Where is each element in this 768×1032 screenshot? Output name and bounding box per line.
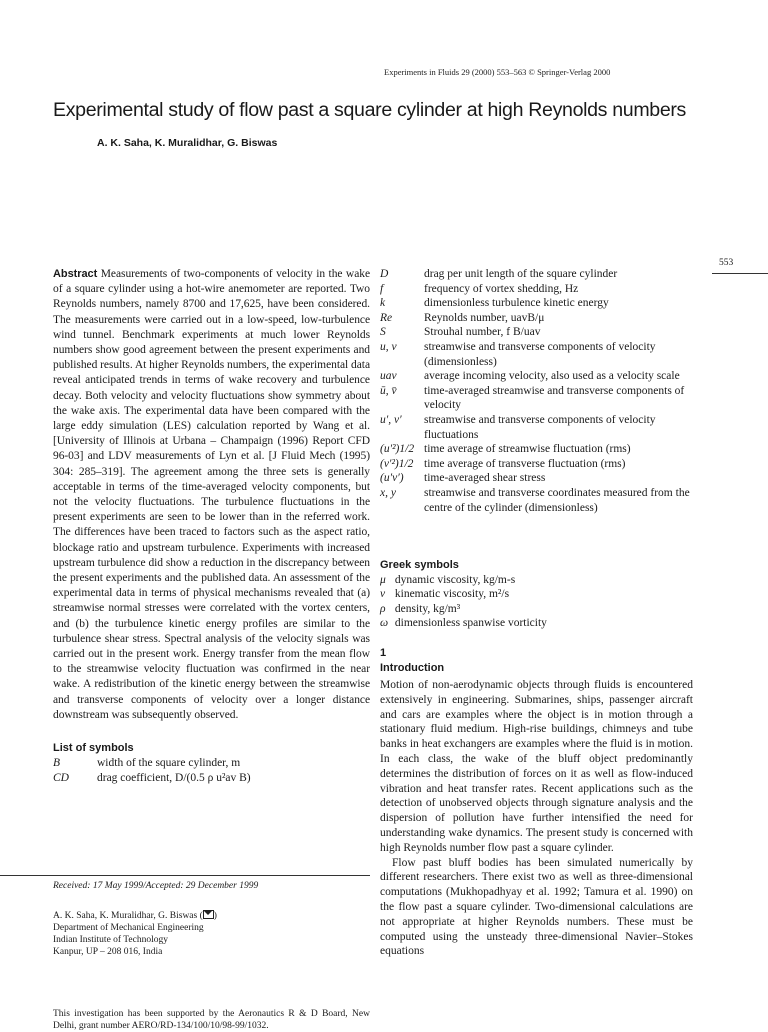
greek-description: kinematic viscosity, m²/s [394,588,510,601]
symbol: CD [53,771,69,784]
symbol-row [380,486,693,515]
symbol: uav [380,370,397,383]
symbol-description: frequency of vortex shedding, Hz [424,282,579,295]
paper-title: Experimental study of flow past a square cylinder at high Reynolds numbers [53,99,687,121]
greek-description: dimensionless spanwise vorticity [394,617,547,630]
symbol: x, y [380,486,396,499]
symbol-row [380,369,693,384]
symbol-row [380,384,693,413]
symbol: Re [380,311,393,324]
abstract-label: Abstract [53,268,98,280]
affiliation [53,910,217,958]
symbol: ū, v̄ [380,384,397,397]
page-number-rule [712,273,768,274]
affiliation-names: A. K. Saha, K. Muralidhar, G. Biswas ( [53,911,203,921]
greek-symbol: ν [380,588,386,601]
funding-note: This investigation has been supported by the Aeronautics R & D Board, New Delhi, grant number AERO/RD-134/100/10/98-99/1032. [53,1009,370,1031]
symbol-row [380,267,693,282]
affiliation-city: Kanpur, UP – 208 016, India [53,947,163,957]
symbol-row [380,296,693,311]
greek-description: dynamic viscosity, kg/m-s [394,573,516,586]
envelope-icon [203,910,214,919]
symbol: S [380,326,386,339]
section-number: 1 [380,647,387,659]
greek-row [380,602,547,617]
affiliation-dept: Department of Mechanical Engineering [53,923,204,933]
symbol: u, v [380,340,397,353]
greek-symbols [380,558,547,631]
greek-symbol: μ [380,573,386,586]
section-title: Introduction [380,662,445,674]
symbols-list-right [380,267,693,515]
page-number: 553 [719,258,734,268]
symbol-row [380,413,693,442]
symbol: (u′²)1/2 [380,443,415,456]
left-column [53,267,370,785]
greek-row [380,587,547,602]
journal-citation: Experiments in Fluids 29 (2000) 553–563 © Springer-Verlag 2000 [384,67,611,77]
symbol: D [380,268,389,280]
greek-heading: Greek symbols [380,559,459,571]
symbol-description: drag coefficient, D/(0.5 ρ u²av B) [97,771,251,784]
symbol: u′, v′ [380,413,402,426]
symbol-description: dimensionless turbulence kinetic energy [424,297,609,310]
symbols-heading: List of symbols [53,742,134,755]
symbol: k [380,297,386,310]
symbol-description: drag per unit length of the square cylinder [424,268,618,280]
symbol: B [53,757,61,770]
symbol-row [380,282,693,297]
intro-paragraph-2: Flow past bluff bodies has been simulated numerically by different researchers. There exist two as well as three-dimensional computations (Mukhopadhyay et al. 1992; Tamura et al. 1990) on the flow past a square cylinder. Two-dimensional calculations are not appropriate at higher Reynolds numbers. These must be computed using the unsteady three-dimensional Navier–Stokes equations [380,856,693,958]
greek-list [380,573,547,631]
abstract [53,267,370,723]
greek-symbol: ω [380,617,389,630]
symbol-description: Strouhal number, f B/uav [424,326,541,339]
symbol: (v′²)1/2 [380,457,414,470]
affiliation-inst: Indian Institute of Technology [53,935,168,945]
symbol-description: time average of transverse fluctuation (rms) [424,457,626,470]
symbol-description: average incoming velocity, also used as a velocity scale [424,370,680,383]
right-column [380,267,693,515]
symbol-description: streamwise and transverse coordinates measured from the centre of the cylinder (dimensionless) [424,486,690,514]
symbol-description: time-averaged streamwise and transverse components of velocity [424,384,685,412]
intro-paragraph-1: Motion of non-aerodynamic objects through fluids is encountered extensively in engineering. Submarines, ships, passenger aircraft and cars are examples where the object is in motion through a stationary fluid medium. High-rise buildings, chimneys and tube banks in heat exchangers are examples where the fluid is in motion. In each class, the wake of the bluff object predominantly determines the distribution of forces on it as well as flow-induced vibration and heat transfer rates. Recent applications such as the detection of unobserved objects through signature analysis and the dispersion of pollution have further intensified the need for understanding wake dynamics. The present study is concerned with high Reynolds number flow past a square cylinder. [380,679,693,854]
author-list: A. K. Saha, K. Muralidhar, G. Biswas [97,137,278,149]
introduction-text [380,678,693,959]
symbol-row [380,311,693,326]
symbol-description: streamwise and transverse components of velocity fluctuations [424,413,656,441]
greek-row [380,616,547,631]
symbol-row [380,442,693,457]
symbol-row [380,325,693,340]
symbol-row [380,340,693,369]
symbol-row [53,771,370,786]
affiliation-close: ) [213,911,217,921]
greek-description: density, kg/m³ [394,602,461,615]
received-date: Received: 17 May 1999/Accepted: 29 December 1999 [53,881,259,891]
symbol-row [53,756,370,771]
symbol-description: Reynolds number, uavB/μ [424,311,545,324]
symbol-description: width of the square cylinder, m [97,757,241,770]
symbol: f [380,282,384,295]
symbol: (u′v′) [380,472,404,485]
abstract-text: Measurements of two-components of velocity in the wake of a square cylinder using a hot-wire anemometer are reported. Two Reynolds numbers, namely 8700 and 17,625, have been considered. The measurements were carried out in a low-speed, low-turbulence wind tunnel. Benchmark experiments at much lower Reynolds numbers show good agreement between the present experiments and published results. At higher Reynolds numbers, the experimental data reveal anticipated trends in terms of wake recovery and turbulence decay. Both velocity and velocity fluctuations show symmetry about the wake axis. The experimental data have been compared with the large eddy simulation (LES) calculation reported by Wang et al. [University of Illinois at Urbana – Champaign (1996) Report CFD 96-03] and LDV measurements of Lyn et al. [J Fluid Mech (1995) 304: 285–319]. The agreement among the three sets is generally acceptable in terms of the time-averaged velocity components, but not the velocity fluctuations. The turbulence fluctuations in the present experiments are seen to be lower than in the referred work. The differences have been traced to factors such as the aspect ratio, blockage ratio and upstream turbulence. Experiments with increased upstream turbulence did show a reduction in the discrepancy between the present experiments and the published data. An assessment of the experimental data in terms of physical mechanisms revealed that (a) streamwise normal stresses were correlated with the vortex centers, and (b) the turbulence kinetic energy profiles are similar to the turbulence shear stress. Spectral analysis of the velocity signals was carried out in the present work. Energy transfer from the mean flow to the streamwise velocity fluctuation was confirmed in the near wake. A redistribution of the kinetic energy between the streamwise and transverse components of velocity over a longer distance downstream was subsequently observed. [53,268,370,721]
symbol-row [380,471,693,486]
footnote-rule [0,875,370,876]
symbols-list-left [53,756,370,785]
symbol-row [380,457,693,472]
symbol-description: time average of streamwise fluctuation (rms) [424,443,631,456]
greek-row [380,573,547,588]
symbol-description: time-averaged shear stress [424,472,546,485]
symbol-description: streamwise and transverse components of velocity (dimensionless) [424,340,656,368]
greek-symbol: ρ [380,602,386,615]
